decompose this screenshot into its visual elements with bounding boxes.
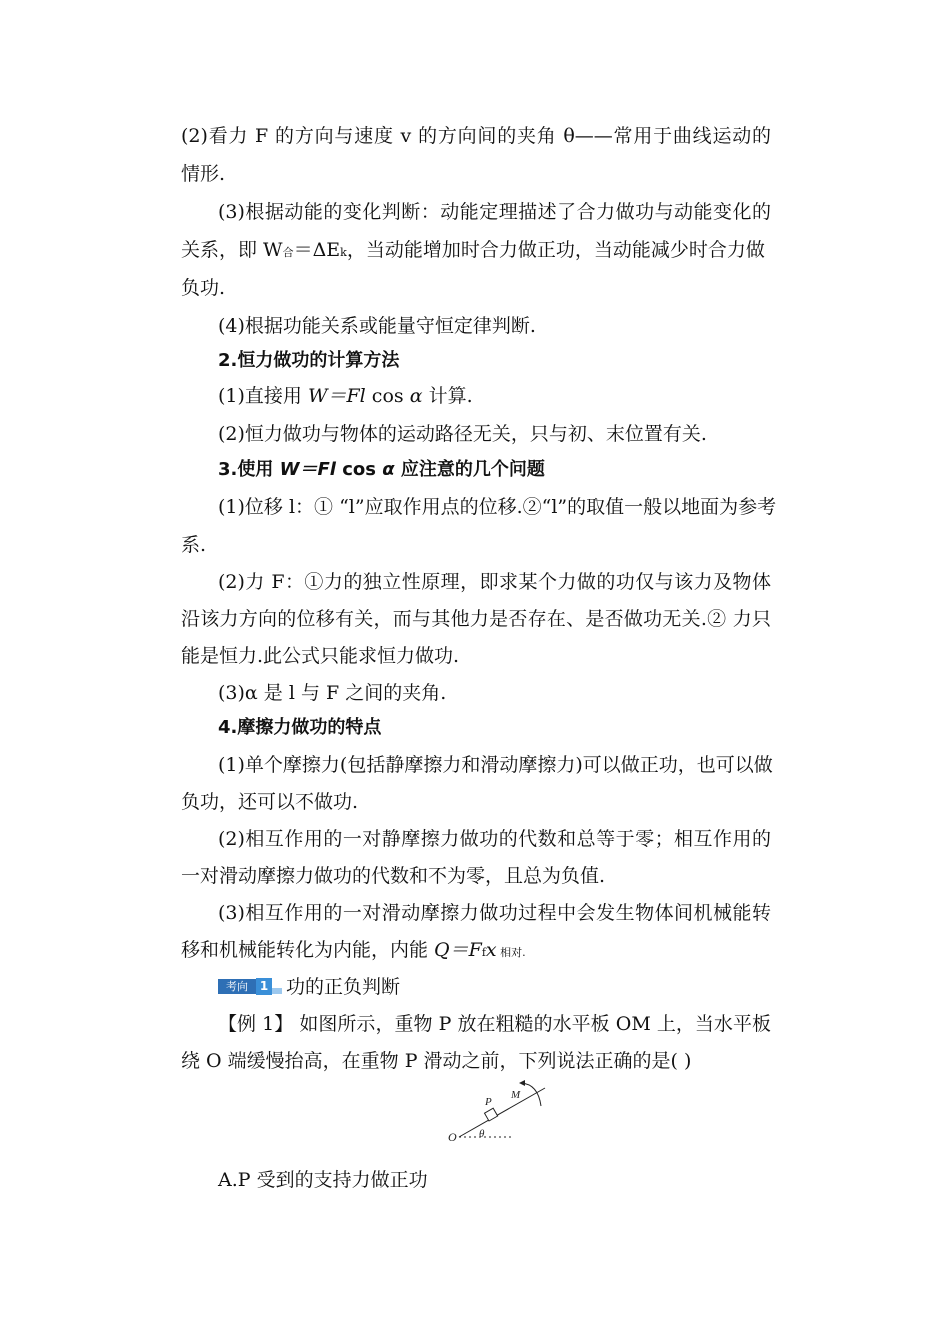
option-A: A.P 受到的支持力做正功 [218, 1169, 428, 1191]
paragraph-line: 情形. [181, 163, 226, 185]
section-heading: 4.摩擦力做功的特点 [218, 717, 382, 738]
example-line: 【例 1】 如图所示，重物 P 放在粗糙的水平板 OM 上，当水平板 [218, 1013, 771, 1035]
paragraph-line: 负功，还可以不做功. [181, 791, 359, 813]
paragraph-line: 负功. [181, 277, 226, 299]
paragraph-line: 一对滑动摩擦力做功的代数和不为零，且总为负值. [181, 865, 606, 887]
paragraph-line: (3)α 是 l 与 F 之间的夹角. [218, 682, 447, 704]
board-line [459, 1088, 545, 1137]
paragraph-line: (2)力 F：①力的独立性原理，即求某个力做的功仅与该力及物体 [218, 571, 771, 593]
block-P [485, 1108, 498, 1121]
paragraph-line: (3)根据动能的变化判断：动能定理描述了合力做功与动能变化的 [218, 201, 771, 223]
topic-header [218, 975, 771, 999]
paragraph-line: (2)恒力做功与物体的运动路径无关，只与初、末位置有关. [218, 423, 707, 445]
example-line: 绕 O 端缓慢抬高，在重物 P 滑动之前，下列说法正确的是( ) [181, 1050, 692, 1072]
paragraph-line: (1)位移 l：① “l”应取作用点的位移.②“l”的取值一般以地面为参考 [218, 496, 777, 518]
incline-diagram [445, 1078, 555, 1148]
paragraph-line: (2)看力 F 的方向与速度 v 的方向间的夹角 θ——常用于曲线运动的 [181, 125, 771, 147]
paragraph-line: 沿该力方向的位移有关，而与其他力是否存在、是否做功无关.② 力只 [181, 608, 771, 630]
arrowhead [519, 1080, 525, 1086]
label-M: M [511, 1089, 521, 1101]
paragraph-line: (1)直接用 W＝Fl cos α 计算. [218, 385, 473, 407]
rotation-arrow [521, 1083, 541, 1106]
paragraph-line: (1)单个摩擦力(包括静摩擦力和滑动摩擦力)可以做正功，也可以做 [218, 754, 773, 776]
paragraph-line: 能是恒力.此公式只能求恒力做功. [181, 645, 460, 667]
paragraph-line: (3)相互作用的一对滑动摩擦力做功过程中会发生物体间机械能转 [218, 902, 771, 924]
topic-badge: 考向 1 [218, 978, 282, 995]
paragraph-line: 移和机械能转化为内能，内能 Q＝Ffx 相对. [181, 939, 526, 961]
paragraph-line: 系. [181, 534, 207, 556]
paragraph-line: (4)根据功能关系或能量守恒定律判断. [218, 315, 536, 337]
label-O: O [448, 1130, 457, 1144]
paragraph-line: (2)相互作用的一对静摩擦力做功的代数和总等于零；相互作用的 [218, 828, 771, 850]
incline-figure [445, 1078, 555, 1148]
label-P: P [485, 1096, 492, 1108]
section-heading: 3.使用 W＝Fl cos α 应注意的几个问题 [218, 459, 545, 480]
topic-title: 功的正负判断 [286, 976, 401, 998]
paragraph-line: 关系，即 W合＝ΔEk，当动能增加时合力做正功，当动能减少时合力做 [181, 239, 765, 261]
label-theta: θ [479, 1128, 485, 1140]
section-heading: 2.恒力做功的计算方法 [218, 350, 400, 371]
